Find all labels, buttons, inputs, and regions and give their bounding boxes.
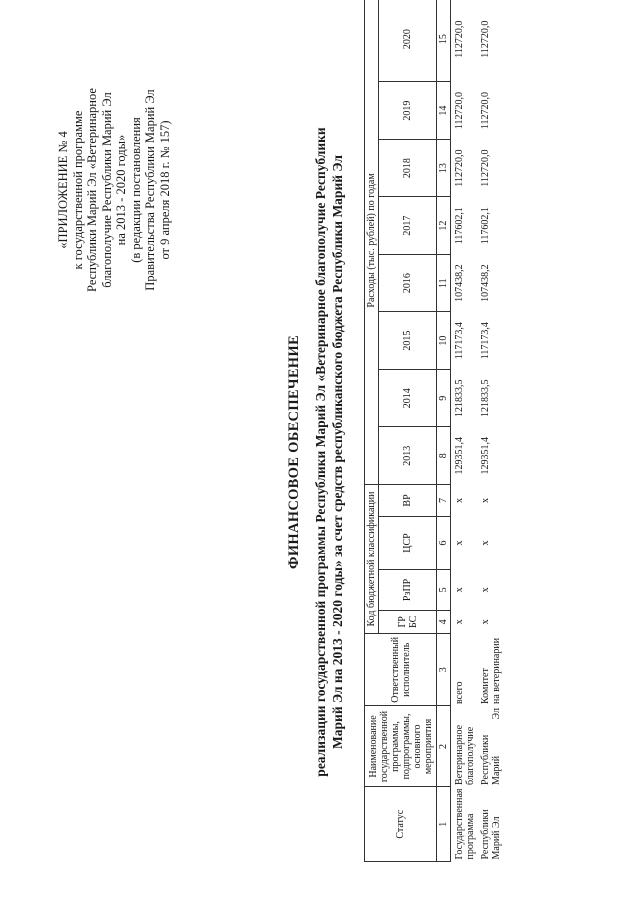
annex-line: (в редакции постановления (128, 117, 143, 263)
row-status (477, 787, 503, 862)
column-number: 4 (437, 610, 451, 633)
cell-grbs: х (454, 619, 465, 625)
document-title: ФИНАНСОВОЕ ОБЕСПЕЧЕНИЕ (286, 335, 302, 569)
status-text: Марий Эл (491, 816, 502, 860)
column-number: 13 (437, 139, 451, 197)
annex-line: к государственной программе (70, 110, 85, 270)
cell-vr: х (454, 497, 465, 503)
header-year: 2013 (379, 427, 437, 485)
financing-table (364, 0, 503, 862)
name-text: Ветеринарное (454, 724, 465, 785)
header-year: 2016 (379, 254, 437, 312)
header-grbs: ГР БС (379, 610, 437, 633)
column-number: 11 (437, 254, 451, 312)
column-number: 3 (437, 634, 451, 706)
cell-amount: 129351,4 (454, 436, 465, 475)
header-year: 2014 (379, 369, 437, 427)
column-number: 10 (437, 312, 451, 370)
name-text: Эл (491, 707, 502, 720)
annex-line: «ПРИЛОЖЕНИЕ № 4 (56, 131, 70, 249)
cell-amount: 117173,4 (480, 322, 491, 360)
cell-amount: 117602,1 (454, 207, 465, 245)
name-text: Республики (480, 734, 491, 785)
column-number: 5 (437, 570, 451, 610)
header-year: 2018 (379, 139, 437, 197)
cell-csr: х (480, 540, 491, 546)
document-subtitle-line-1: реализации государственной программы Республики Марий Эл «Ветеринарное благополучие Республики (313, 127, 328, 777)
cell-amount: 121833,5 (480, 379, 491, 417)
column-number: 7 (437, 484, 451, 516)
cell-amount: 112720,0 (454, 149, 465, 187)
column-number: 15 (437, 0, 451, 82)
cell-amount: 117173,4 (454, 322, 465, 360)
cell-amount: 121833,5 (454, 379, 465, 417)
cell-amount: 112720,0 (454, 20, 465, 58)
header-budget-code: Код бюджетной классификации (365, 484, 379, 633)
row-executor (477, 634, 503, 706)
table-header-row (365, 0, 379, 862)
name-text: Марий (491, 755, 502, 785)
name-text-line (491, 708, 502, 785)
column-number: 12 (437, 197, 451, 255)
header-year: 2019 (379, 82, 437, 140)
row-status (451, 787, 478, 862)
document-subtitle-line-2: Марий Эл на 2013 - 2020 годы» за счет средств республиканского бюджета Республики Марий Эл (330, 155, 345, 749)
annex-line: благополучие Республики Марий Эл (99, 92, 114, 288)
column-number-row (437, 0, 451, 862)
column-number: 1 (437, 787, 451, 862)
name-text: благополучие (465, 726, 476, 785)
row-name (451, 706, 478, 787)
header-year: 2015 (379, 312, 437, 370)
annex-header (56, 70, 172, 310)
cell-rzpr: х (454, 587, 465, 593)
cell-vr: х (480, 497, 491, 503)
cell-amount: 112720,0 (454, 92, 465, 130)
header-expenses: Расходы (тыс. рублей) по годам (365, 0, 379, 484)
column-number: 6 (437, 516, 451, 569)
annex-line: от 9 апреля 2018 г. № 157) (157, 120, 172, 260)
annex-line: на 2013 - 2020 годы» (114, 134, 128, 246)
column-number: 14 (437, 82, 451, 140)
header-csr: ЦСР (379, 516, 437, 569)
table-row (451, 0, 478, 862)
cell-amount: 112720,0 (480, 92, 491, 130)
header-year: 2017 (379, 197, 437, 255)
status-text: Республики (480, 809, 491, 860)
row-executor: всего (454, 681, 465, 704)
annex-line: Республики Марий Эл «Ветеринарное (85, 88, 99, 292)
status-text: Государственная (454, 788, 465, 860)
header-executor: Ответственный исполнитель (365, 634, 437, 706)
executor-text: на (491, 694, 502, 704)
cell-amount: 107438,2 (480, 264, 491, 302)
cell-grbs: х (480, 619, 491, 625)
cell-rzpr: х (480, 587, 491, 593)
header-name: Наименование государственной программы, подпрограммы, основного мероприятия (365, 706, 437, 787)
status-text: программа (465, 813, 476, 860)
cell-amount: 112720,0 (480, 149, 491, 187)
header-status: Статус (365, 787, 437, 862)
executor-text-line (491, 636, 502, 704)
cell-amount: 129351,4 (480, 436, 491, 475)
header-year: 2020 (379, 0, 437, 82)
column-number: 8 (437, 427, 451, 485)
executor-text: ветеринарии (491, 637, 502, 692)
column-number: 9 (437, 369, 451, 427)
header-rzpr: РзПР (379, 570, 437, 610)
executor-text: Комитет (480, 668, 491, 704)
cell-amount: 107438,2 (454, 264, 465, 302)
column-number: 2 (437, 706, 451, 787)
cell-amount: 112720,0 (480, 20, 491, 58)
cell-csr: х (454, 540, 465, 546)
row-name (477, 706, 503, 787)
table-row (477, 0, 503, 862)
annex-line: Правительства Республики Марий Эл (143, 89, 157, 291)
header-vr: ВР (379, 484, 437, 516)
cell-amount: 117602,1 (480, 207, 491, 245)
